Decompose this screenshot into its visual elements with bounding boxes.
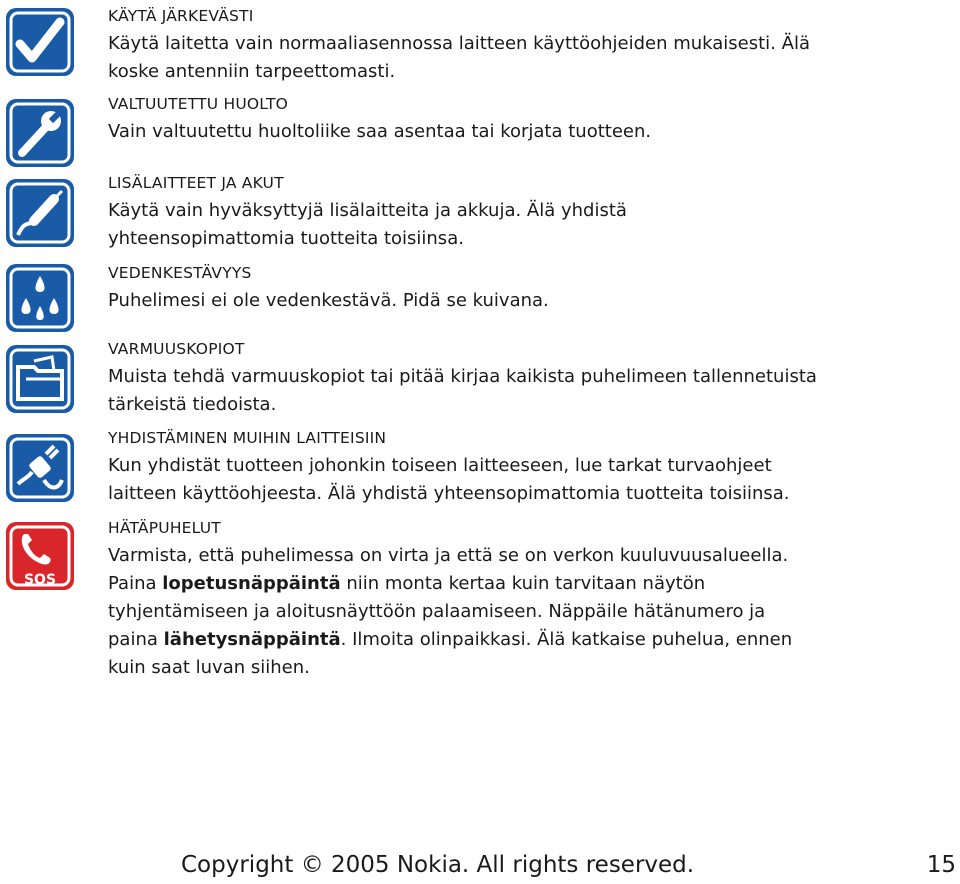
body-text: niin monta kertaa kuin tarvitaan näytön tyhjentämiseen ja aloitusnäyttöön palaamiseen. Näppäile hätänumero ja paina	[108, 573, 766, 650]
section-body	[108, 542, 798, 682]
section-body: Puhelimesi ei ole vedenkestävä. Pidä se kuivana.	[108, 290, 549, 311]
section-heading: VEDENKESTÄVYYS	[108, 264, 252, 282]
section-body: Kun yhdistät tuotteen johonkin toiseen laitteeseen, lue tarkat turvaohjeet laitteen käyttöohjeesta. Älä yhdistä yhteensopimattomia tuotteita toisiinsa.	[108, 455, 790, 504]
section-emergency-calls	[108, 518, 908, 682]
section-water-resistance	[108, 263, 908, 315]
section-heading: HÄTÄPUHELUT	[108, 519, 221, 537]
send-key-label: lähetysnäppäintä	[163, 629, 341, 650]
section-authorized-service	[108, 94, 908, 146]
charger-plug-icon	[4, 177, 76, 249]
section-heading: VARMUUSKOPIOT	[108, 340, 245, 358]
section-body: Käytä laitetta vain normaaliasennossa laitteen käyttöohjeiden mukaisesti. Älä koske antenniin tarpeettomasti.	[108, 33, 810, 82]
checkmark-icon	[4, 6, 76, 78]
section-heading: YHDISTÄMINEN MUIHIN LAITTEISIIN	[108, 429, 387, 447]
sos-phone-icon	[4, 520, 76, 592]
connector-plug-icon	[4, 432, 76, 504]
section-use-sensibly	[108, 6, 908, 86]
section-body: Käytä vain hyväksyttyjä lisälaitteita ja akkuja. Älä yhdistä yhteensopimattomia tuotteita toisiinsa.	[108, 200, 627, 249]
water-drops-icon	[4, 262, 76, 334]
section-heading: KÄYTÄ JÄRKEVÄSTI	[108, 7, 254, 25]
section-accessories-batteries	[108, 173, 908, 253]
page-number: 15	[926, 852, 956, 878]
copyright-notice: Copyright © 2005 Nokia. All rights reserved.	[181, 852, 695, 878]
end-key-label: lopetusnäppäintä	[162, 573, 341, 594]
section-backups	[108, 339, 908, 419]
folder-backup-icon	[4, 343, 76, 415]
body-text: . Ilmoita olinpaikkasi. Älä katkaise puhelua, ennen kuin saat luvan siihen.	[108, 629, 793, 678]
section-body: Vain valtuutettu huoltoliike saa asentaa tai korjata tuotteen.	[108, 121, 652, 142]
section-connecting-devices	[108, 428, 908, 508]
section-heading: VALTUUTETTU HUOLTO	[108, 95, 289, 113]
wrench-icon	[4, 97, 76, 169]
section-heading: LISÄLAITTEET JA AKUT	[108, 174, 284, 192]
sos-label: SOS	[23, 572, 57, 588]
body-text: Varmista, että puhelimessa on virta ja että se on verkon kuuluvuusalueella. Paina	[108, 545, 789, 594]
section-body: Muista tehdä varmuuskopiot tai pitää kirjaa kaikista puhelimeen tallennetuista tärkeistä tiedoista.	[108, 366, 817, 415]
